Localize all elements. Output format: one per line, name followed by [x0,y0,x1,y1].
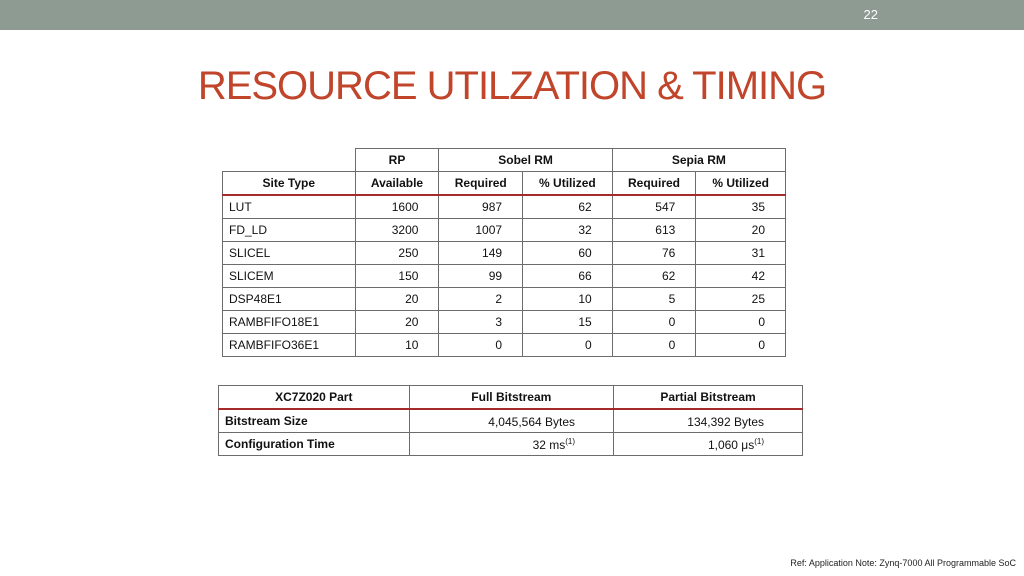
value-cell: 66 [523,265,613,288]
value-cell: 20 [696,219,786,242]
value-cell: 149 [439,242,523,265]
table-row [223,219,786,242]
slide-title: RESOURCE UTILZATION & TIMING [197,64,827,108]
value-cell: 20 [355,311,439,334]
column-header: % Utilized [696,172,786,196]
value-cell: 62 [523,195,613,219]
table-row [219,409,803,433]
value-cell: 10 [523,288,613,311]
value-cell: 32 [523,219,613,242]
value-cell: 62 [612,265,696,288]
column-header: Required [439,172,523,196]
table-row [223,288,786,311]
value-cell: 250 [355,242,439,265]
value-cell: 5 [612,288,696,311]
column-header-row [223,172,786,196]
value-cell: 0 [523,334,613,357]
table-row [223,334,786,357]
value-cell: 0 [439,334,523,357]
table-row [223,242,786,265]
value-cell: 3200 [355,219,439,242]
value-cell: 42 [696,265,786,288]
site-type-cell: RAMBFIFO18E1 [223,311,356,334]
column-header: Site Type [223,172,356,196]
sepia-header: Sepia RM [612,149,785,172]
value-cell: 20 [355,288,439,311]
full-value: 4,045,564 Bytes [409,409,613,433]
full-value: 32 $ms^{(1)}$ [409,433,613,456]
value-cell: 60 [523,242,613,265]
site-type-cell: FD_LD [223,219,356,242]
resource-utilization-table [222,148,786,357]
column-header: XC7Z020 Part [219,386,410,410]
value-cell: 987 [439,195,523,219]
value-cell: 547 [612,195,696,219]
value-cell: 613 [612,219,696,242]
value-cell: 0 [612,334,696,357]
column-header: Available [355,172,439,196]
value-cell: 3 [439,311,523,334]
value-cell: 1007 [439,219,523,242]
sobel-header: Sobel RM [439,149,612,172]
table-row [219,433,803,456]
table-row [223,311,786,334]
value-cell: 150 [355,265,439,288]
value-cell: 0 [696,311,786,334]
row-label: Bitstream Size [219,409,410,433]
partial-value: 134,392 Bytes [614,409,803,433]
site-type-cell: LUT [223,195,356,219]
value-cell: 0 [696,334,786,357]
column-header: Required [612,172,696,196]
value-cell: 76 [612,242,696,265]
value-cell: 10 [355,334,439,357]
column-header: Partial Bitstream [614,386,803,410]
value-cell: 1600 [355,195,439,219]
site-type-cell: SLICEM [223,265,356,288]
slide-number: 22 [863,7,878,22]
row-label: Configuration Time [219,433,410,456]
site-type-cell: DSP48E1 [223,288,356,311]
rp-header: RP [355,149,439,172]
bitstream-header-row [219,386,803,410]
value-cell: 15 [523,311,613,334]
value-cell: 0 [612,311,696,334]
site-type-cell: RAMBFIFO36E1 [223,334,356,357]
site-type-cell: SLICEL [223,242,356,265]
bitstream-table [218,385,803,456]
column-header: Full Bitstream [409,386,613,410]
value-cell: 2 [439,288,523,311]
value-cell: 25 [696,288,786,311]
table-row [223,265,786,288]
partial-value: 1,060 $\mu s^{(1)}$ [614,433,803,456]
reference-footer: Ref: Application Note: Zynq-7000 All Programmable SoC [790,558,1016,568]
value-cell: 31 [696,242,786,265]
table-row [223,195,786,219]
value-cell: 35 [696,195,786,219]
group-header-row [223,149,786,172]
column-header: % Utilized [523,172,613,196]
blank-header-cell [223,149,356,172]
value-cell: 99 [439,265,523,288]
